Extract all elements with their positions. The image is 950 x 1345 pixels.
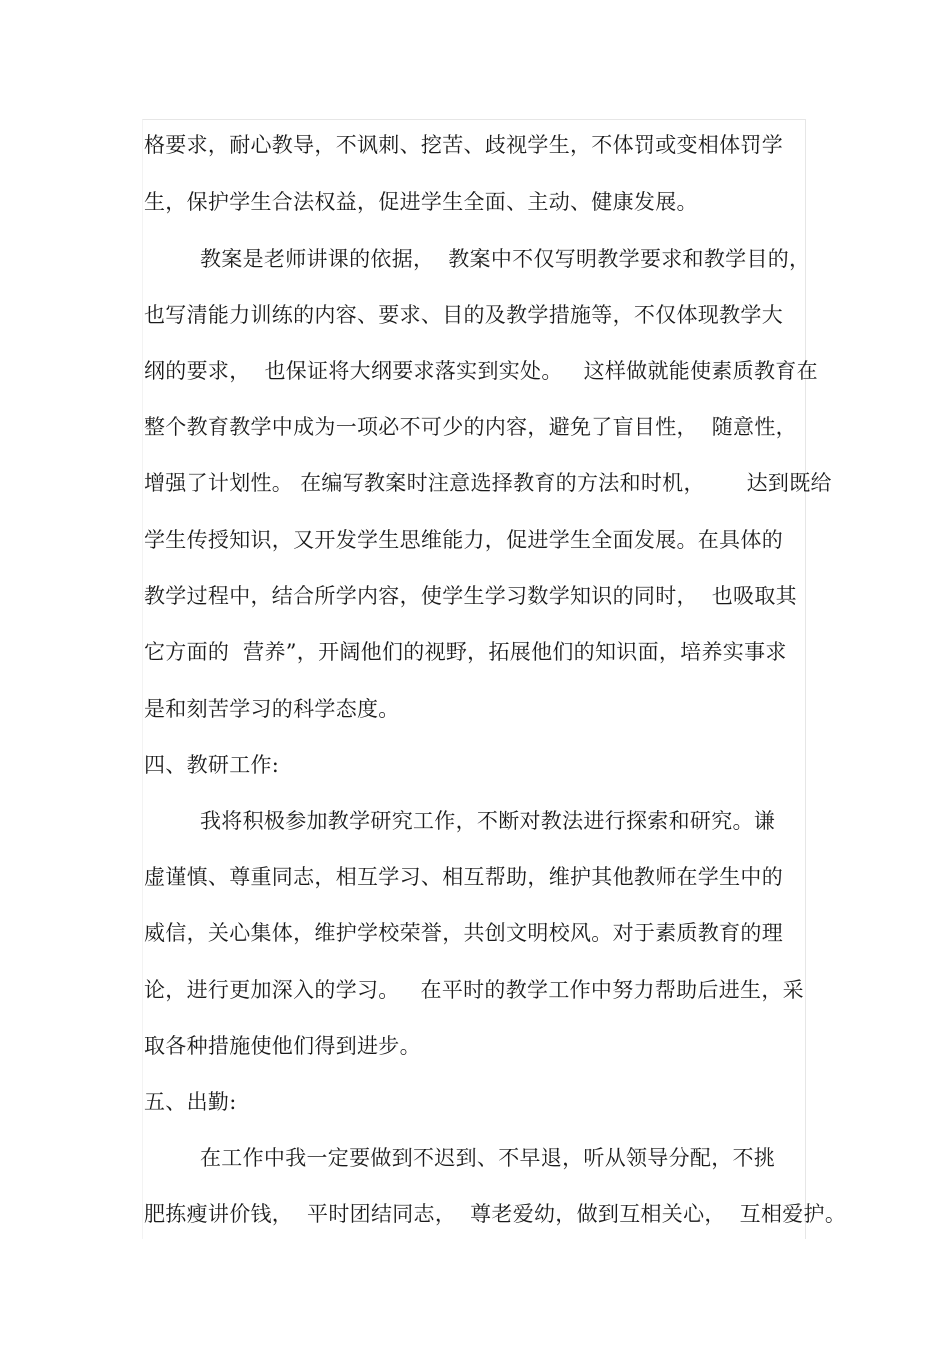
text-line: 纲的要求， 也保证将大纲要求落实到实处。 这样做就能使素质教育在	[144, 359, 818, 383]
text-line: 也写清能力训练的内容、要求、目的及教学措施等，不仅体现教学大	[144, 303, 783, 327]
paragraph-first-line: 在工作中我一定要做到不迟到、不早退，听从领导分配，不挑	[200, 1146, 776, 1170]
text-line: 取各种措施使他们得到进步。	[144, 1034, 421, 1058]
text-line: 威信，关心集体，维护学校荣誉，共创文明校风。对于素质教育的理	[144, 921, 783, 945]
text-line: 教学过程中，结合所学内容，使学生学习数学知识的同时， 也吸取其	[144, 584, 797, 608]
text-line: 增强了计划性。 在编写教案时注意选择教育的方法和时机， 达到既给	[144, 471, 832, 495]
section-heading: 四、教研工作:	[144, 753, 280, 777]
paragraph-first-line: 我将积极参加教学研究工作，不断对教法进行探索和研究。谦	[200, 809, 776, 833]
text-line: 论，进行更加深入的学习。 在平时的教学工作中努力帮助后进生，采	[144, 978, 804, 1002]
text-line: 格要求，耐心教导，不讽刺、挖苦、歧视学生，不体罚或变相体罚学	[144, 133, 783, 157]
paragraph-first-line: 教案是老师讲课的依据， 教案中不仅写明教学要求和教学目的，	[200, 247, 811, 271]
text-line: 是和刻苦学习的科学态度。	[144, 697, 400, 721]
text-line: 虚谨慎、尊重同志，相互学习、相互帮助，维护其他教师在学生中的	[144, 865, 783, 889]
section-heading: 五、出勤:	[144, 1090, 237, 1114]
text-line: 学生传授知识，又开发学生思维能力，促进学生全面发展。在具体的	[144, 528, 783, 552]
text-line: 它方面的 营养”，开阔他们的视野，拓展他们的知识面，培养实事求	[144, 640, 787, 664]
text-line: 整个教育教学中成为一项必不可少的内容，避免了盲目性， 随意性，	[144, 415, 797, 439]
page-frame	[142, 119, 806, 1239]
text-line: 生，保护学生合法权益，促进学生全面、主动、健康发展。	[144, 190, 698, 214]
text-line: 肥拣瘦讲价钱， 平时团结同志， 尊老爱幼，做到互相关心， 互相爱护。	[144, 1202, 847, 1226]
